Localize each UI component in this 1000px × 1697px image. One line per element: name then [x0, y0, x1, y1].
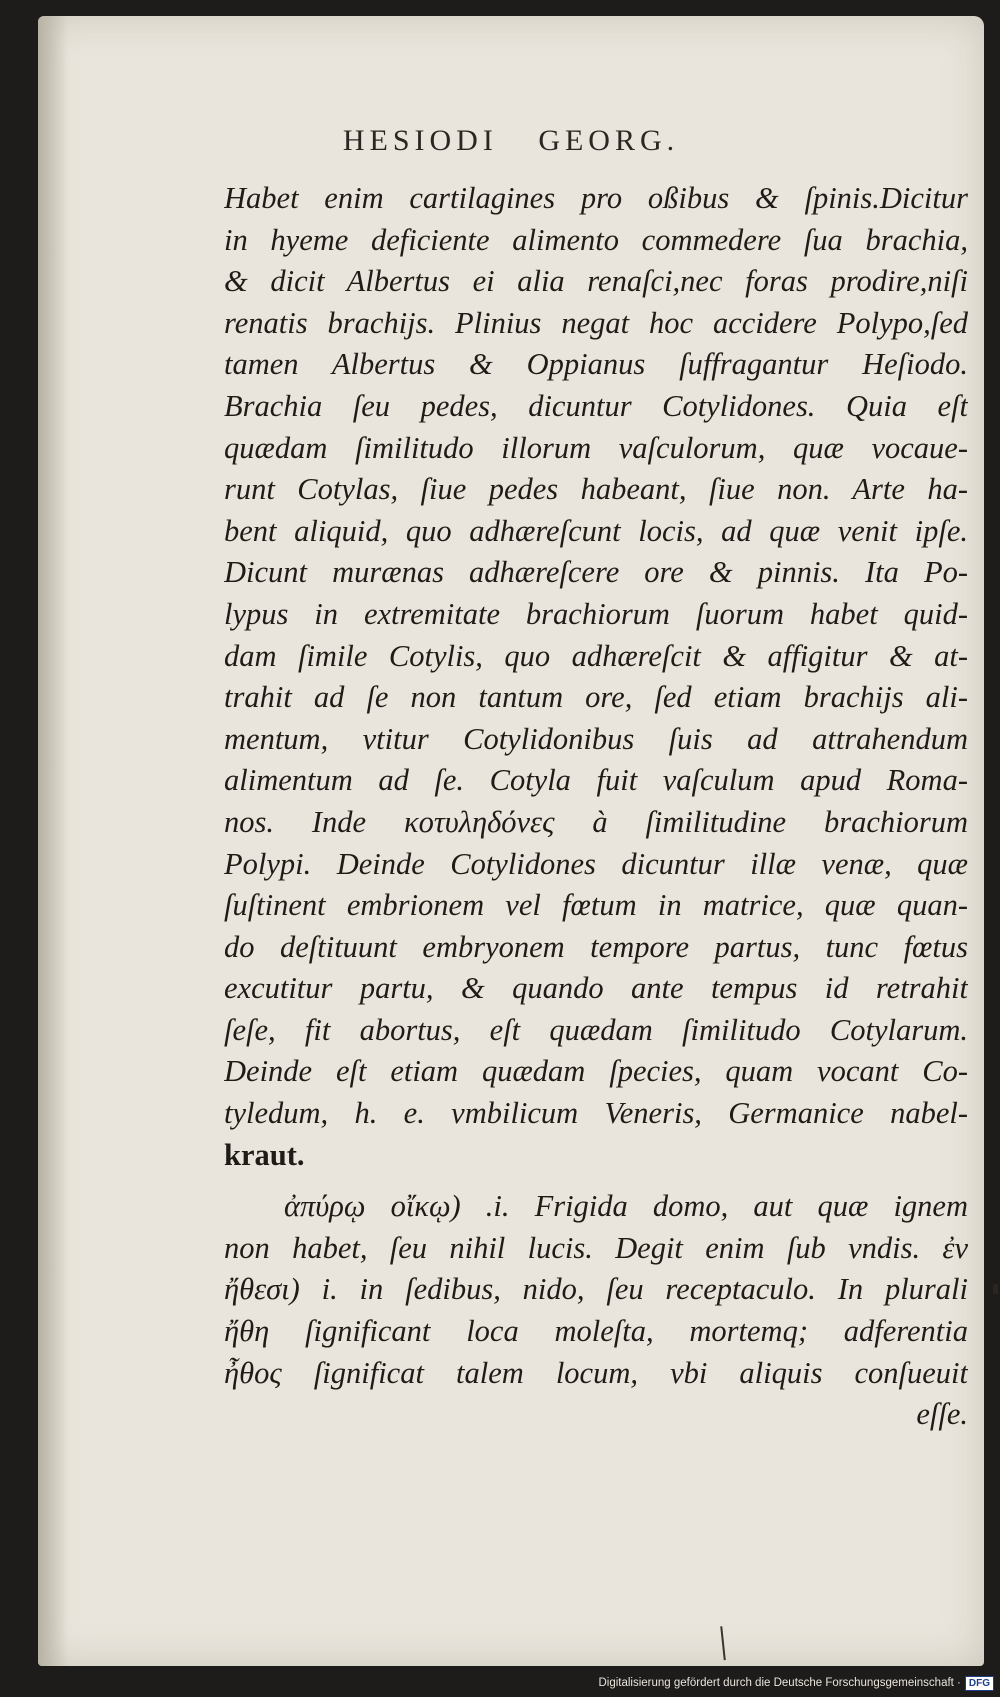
paragraph-gap: [224, 1176, 968, 1186]
paragraph-1-line: nos. Inde κοτυληδόνες à ſimilitudine brachiorum: [224, 804, 968, 839]
paragraph-1-line: renatis brachijs. Plinius negat hoc accidere Polypo,ſed: [224, 305, 968, 340]
paragraph-2-last-line: eſſe.: [916, 1397, 968, 1432]
page-edge-mark: [993, 1284, 998, 1294]
paragraph-1-line: in hyeme deficiente alimento commedere ſua brachia,: [224, 222, 968, 257]
paragraph-2: [224, 1186, 968, 1394]
paragraph-2-line: ἦθος ſignificat talem locum, vbi aliquis conſueuit: [224, 1355, 968, 1390]
credit-text: Digitalisierung gefördert durch die Deutsche Forschungsgemeinschaft ·: [598, 1677, 961, 1689]
page-fold-mark: [720, 1626, 730, 1660]
paragraph-1-line: alimentum ad ſe. Cotyla fuit vaſculum apud Roma-: [224, 763, 968, 798]
paragraph-1-line: ſuſtinent embrionem vel fœtum in matrice, quæ quan-: [224, 888, 968, 923]
paragraph-1-line: Brachia ſeu pedes, dicuntur Cotylidones. Quia eſt: [224, 388, 968, 423]
paragraph-1-line: do deſtituunt embryonem tempore partus, tunc fœtus: [224, 929, 968, 964]
paragraph-2-line: ἤθη ſignificant loca moleſta, mortemq; adferentia: [224, 1314, 968, 1349]
paragraph-2-line: ἤθεσι) i. in ſedibus, nido, ſeu receptaculo. In plurali: [224, 1272, 968, 1307]
running-head: HESIODI GEORG.: [342, 124, 680, 157]
page-body: [224, 178, 968, 1436]
paragraph-1-line: bent aliquid, quo adhæreſcunt locis, ad quæ venit ipſe.: [224, 513, 968, 548]
paragraph-1-last-line: kraut.: [224, 1137, 305, 1172]
paragraph-1-line: Dicunt murænas adhæreſcere ore & pinnis. Ita Po-: [224, 555, 968, 590]
paragraph-1-line: lypus in extremitate brachiorum ſuorum habet quid-: [224, 596, 968, 631]
paragraph-1-line: Habet enim cartilagines pro oßibus & ſpinis.Dicitur: [224, 181, 968, 215]
paragraph-1-line: runt Cotylas, ſiue pedes habeant, ſiue non. Arte ha-: [224, 472, 968, 507]
paragraph-1-line: Deinde eſt etiam quædam ſpecies, quam vocant Co-: [224, 1054, 968, 1089]
page-gutter-shadow: [38, 16, 68, 1666]
paragraph-1-line: trahit ad ſe non tantum ore, ſed etiam brachijs ali-: [224, 680, 968, 715]
paragraph-1-line: & dicit Albertus ei alia renaſci,nec foras prodire,niſi: [224, 264, 968, 299]
paragraph-2-line: non habet, ſeu nihil lucis. Degit enim ſub vndis. ἐν: [224, 1230, 968, 1265]
book-page: [38, 16, 984, 1666]
dfg-logo-icon: DFG: [965, 1676, 994, 1691]
paragraph-1-line: Polypi. Deinde Cotylidones dicuntur illæ venæ, quæ: [224, 846, 968, 881]
paragraph-2-line: ἀπύρῳ οἴκῳ) .i. Frigida domo, aut quæ ignem: [284, 1189, 968, 1224]
digitization-credit: [598, 1673, 994, 1693]
paragraph-1-line: quædam ſimilitudo illorum vaſculorum, quæ vocaue-: [224, 430, 968, 465]
paragraph-1-line: excutitur partu, & quando ante tempus id retrahit: [224, 971, 968, 1006]
paragraph-1-line: dam ſimile Cotylis, quo adhæreſcit & affigitur & at-: [224, 638, 968, 673]
paragraph-1: [224, 178, 968, 1135]
paragraph-1-line: mentum, vtitur Cotylidonibus ſuis ad attrahendum: [224, 721, 968, 756]
paragraph-1-line: tamen Albertus & Oppianus ſuffragantur Heſiodo.: [224, 347, 968, 382]
paragraph-1-line: tyledum, h. e. vmbilicum Veneris, Germanice nabel-: [224, 1096, 968, 1131]
paragraph-1-line: ſeſe, fit abortus, eſt quædam ſimilitudo Cotylarum.: [224, 1012, 968, 1047]
